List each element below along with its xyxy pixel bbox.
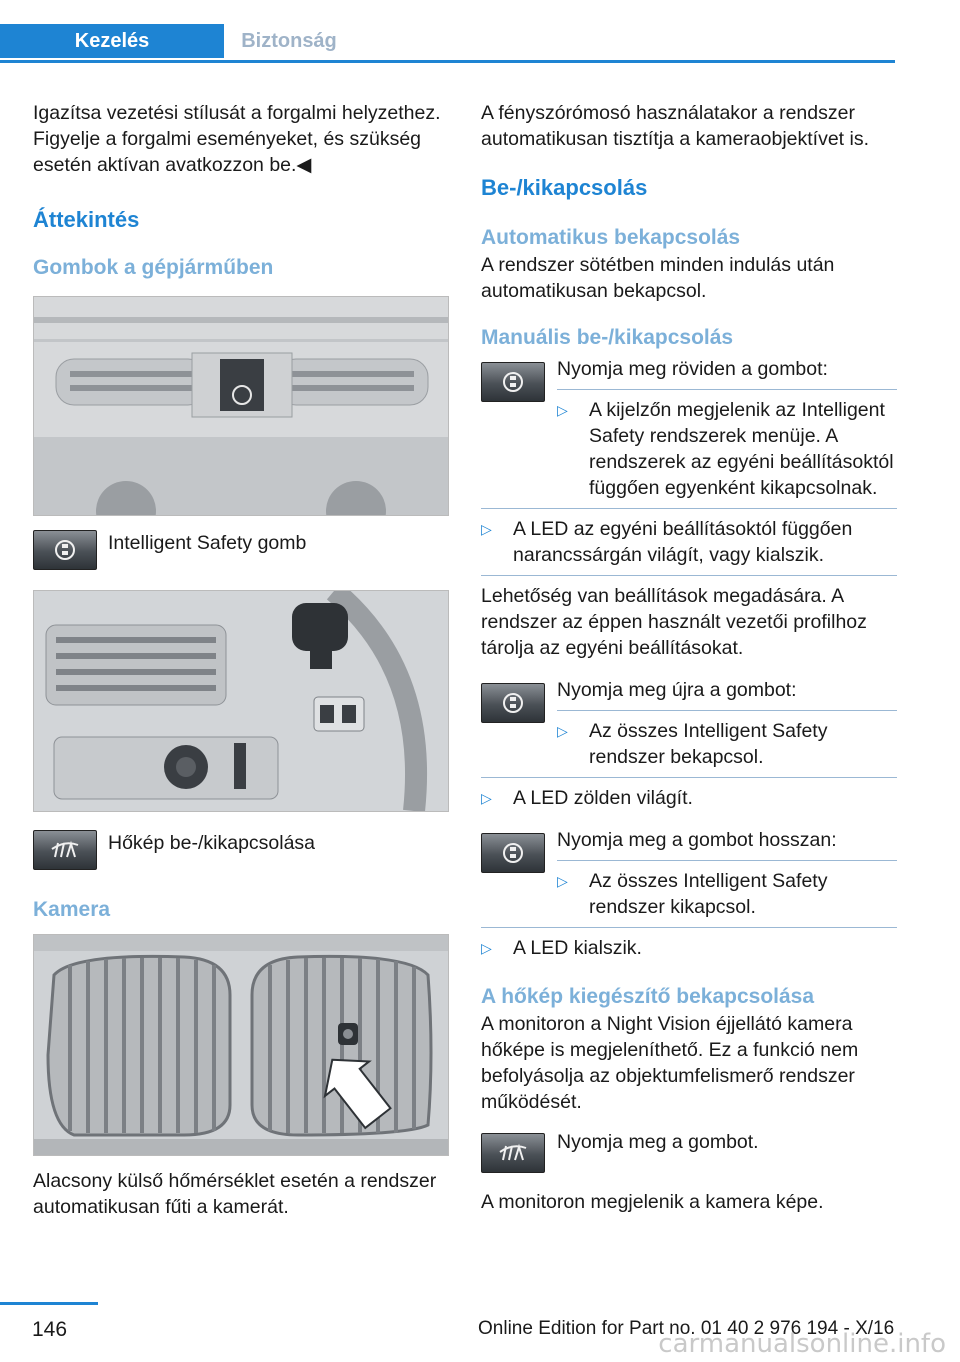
step2-led-text: A LED zölden világít.	[513, 787, 693, 809]
divider	[557, 389, 897, 390]
step3-label: Nyomja meg a gombot hosszan:	[557, 829, 837, 851]
intelligent-safety-icon	[33, 530, 97, 570]
step3-bullet-text: Az összes Intelligent Safety rendszer kikapcsol.	[589, 870, 828, 918]
grille-camera-photo	[33, 934, 449, 1156]
thermal-press-row	[481, 1129, 897, 1173]
night-vision-icon	[481, 1133, 545, 1173]
safety-button-row	[33, 530, 449, 570]
step3-led-text: A LED kialszik.	[513, 937, 642, 959]
thermal-result-text: A monitoron megjelenik a kamera képe.	[481, 1191, 824, 1213]
divider	[481, 777, 897, 778]
chapter-tabs	[0, 0, 960, 62]
step2-led-bullet	[481, 785, 897, 811]
settings-text: Lehetőség van beállítások megadására. A rendszer az éppen használt vezetői profilhoz tárolja az egyéni beállításokat.	[481, 585, 867, 659]
heading-thermal: A hőkép kiegészítő bekapcsolása	[481, 985, 815, 1008]
step2-row	[481, 677, 897, 770]
divider	[557, 710, 897, 711]
step2-bullet	[557, 718, 897, 770]
intelligent-safety-icon	[481, 683, 545, 723]
edition-text: Online Edition for Part no. 01 40 2 976 194 - X/16	[478, 1318, 895, 1339]
right-column	[481, 100, 897, 1215]
triangle-right-icon: ▷	[481, 521, 492, 537]
dashboard-buttons-photo	[33, 296, 449, 516]
thermal-press-label: Nyomja meg a gombot.	[557, 1131, 759, 1153]
watermark: carmanualsonline.info	[658, 1329, 946, 1359]
triangle-right-icon: ▷	[557, 723, 568, 739]
step1-bullet-text: A kijelzőn megjelenik az Intelligent Safety rendszerek menüje. A rendszerek az egyéni beállításoktól függően egyenként kikapcsolnak.	[589, 399, 894, 499]
tab-kezeles[interactable]: Kezelés	[0, 24, 224, 58]
step3-led-bullet	[481, 935, 897, 961]
heading-camera: Kamera	[33, 898, 111, 921]
step1-bullet	[557, 397, 897, 501]
step1-led-bullet	[481, 516, 897, 568]
heading-overview: Áttekintés	[33, 207, 140, 232]
triangle-right-icon: ▷	[481, 790, 492, 806]
camera-heating-text: Alacsony külső hőmérséklet esetén a rendszer automatikusan fűti a kamerát.	[33, 1170, 437, 1218]
step2-bullet-text: Az összes Intelligent Safety rendszer bekapcsol.	[589, 720, 828, 768]
intelligent-safety-icon	[481, 362, 545, 402]
step3-bullet	[557, 868, 897, 920]
step1-label: Nyomja meg röviden a gombot:	[557, 358, 828, 380]
step1-led-text: A LED az egyéni beállításoktól függően narancssárgán világít, vagy kialszik.	[513, 518, 853, 566]
divider	[557, 860, 897, 861]
left-column	[33, 100, 449, 1220]
heading-buttons: Gombok a gépjárműben	[33, 256, 274, 279]
triangle-right-icon: ▷	[557, 873, 568, 889]
right-intro-text: A fényszórómosó használatakor a rendszer automatikusan tisztítja a kameraobjektívet is.	[481, 102, 870, 150]
thermal-button-label: Hőkép be-/kikapcsolása	[108, 832, 316, 854]
safety-button-label: Intelligent Safety gomb	[108, 532, 307, 554]
intelligent-safety-icon	[481, 833, 545, 873]
divider	[481, 508, 897, 509]
step2-label: Nyomja meg újra a gombot:	[557, 679, 797, 701]
left-intro-text: Igazítsa vezetési stílusát a forgalmi helyzethez. Figyelje a forgalmi eseményeket, és szükség esetén aktívan avatkozzon be.◀	[33, 102, 441, 176]
step3-row	[481, 827, 897, 920]
heading-auto: Automatikus bekapcsolás	[481, 226, 741, 249]
auto-text: A rendszer sötétben minden indulás után automatikusan bekapcsol.	[481, 254, 835, 302]
divider	[481, 575, 897, 576]
thermal-button-row	[33, 830, 449, 870]
heading-manual: Manuális be-/kikapcsolás	[481, 326, 734, 349]
divider	[481, 927, 897, 928]
tab-underline	[0, 60, 895, 63]
night-vision-icon	[33, 830, 97, 870]
tab-biztonsag[interactable]: Biztonság	[241, 30, 337, 52]
triangle-right-icon: ▷	[481, 940, 492, 956]
heading-onoff: Be-/kikapcsolás	[481, 175, 648, 200]
page-number: 146	[32, 1318, 68, 1341]
thermal-text: A monitoron a Night Vision éjjellátó kamera hőképe is megjeleníthető. Ez a funkció nem befolyásolja az objektumfelismerő rendszer működését.	[481, 1013, 859, 1113]
light-switch-photo	[33, 590, 449, 812]
step1-row	[481, 356, 897, 501]
footer-line	[0, 1302, 98, 1305]
triangle-right-icon: ▷	[557, 402, 568, 418]
